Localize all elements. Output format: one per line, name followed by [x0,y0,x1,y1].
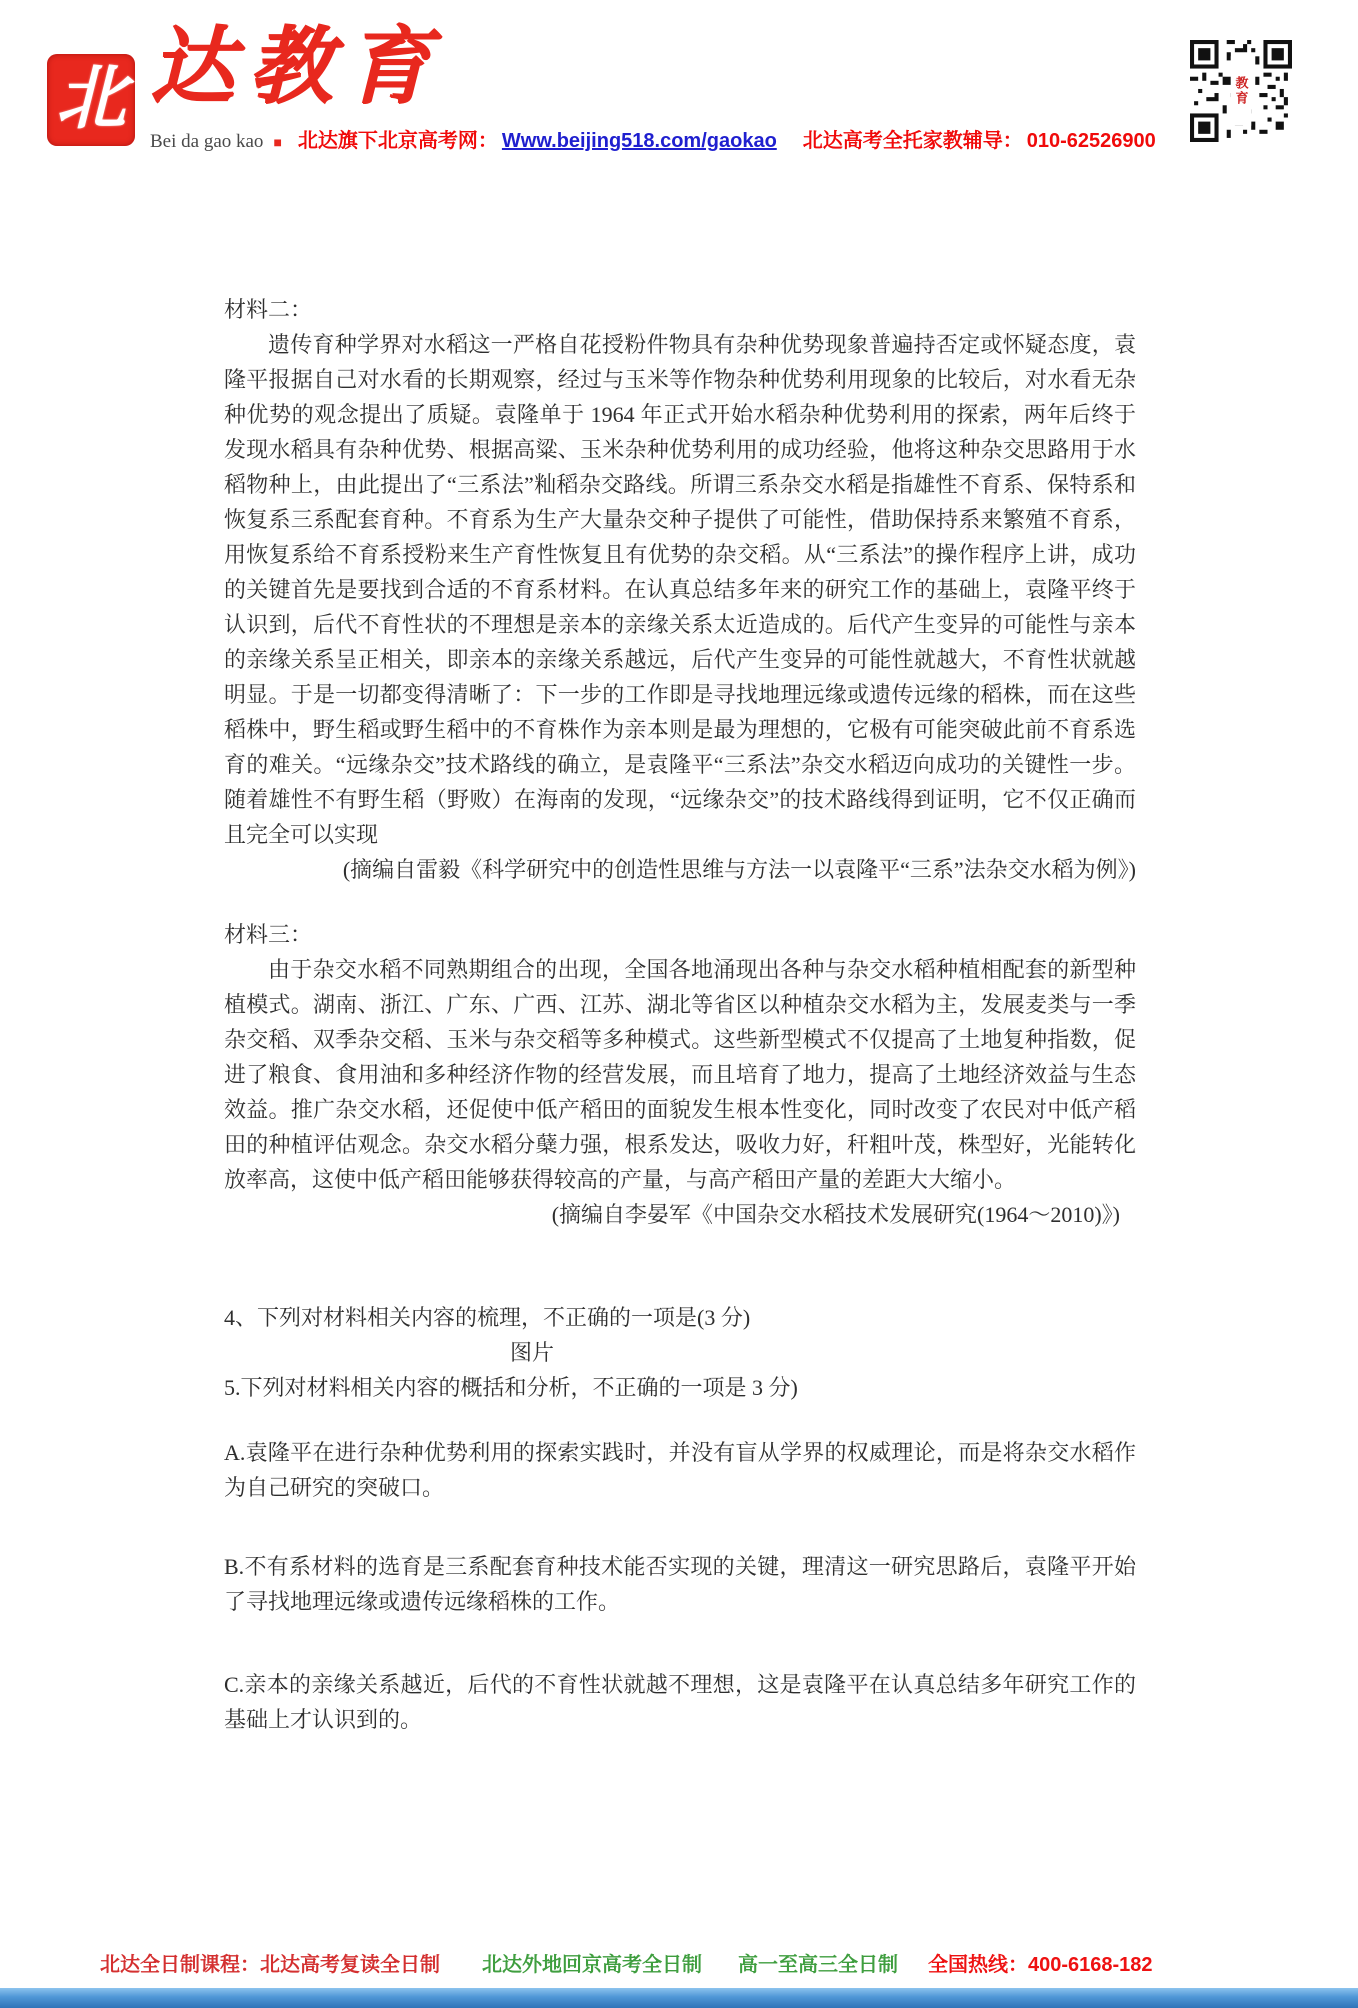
material2-paragraph: 遗传育种学界对水稻这一严格自花授粉件物具有杂种优势现象普遍持否定或怀疑态度，袁隆平报据自己对水看的长期观察，经过与玉米等作物杂种优势利用现象的比较后，对水看无杂种优势的观念提出了质疑。袁隆单于 1964 年正式开始水稻杂种优势利用的探索，两年后终于发现水稻具有杂种优势、根据高粱、玉米杂种优势利用的成功经验，他将这种杂交思路用于水稻物种上，由此提出了“三系法”籼稻杂交路线。所谓三系杂交水稻是指雄性不育系、保特系和恢复系三系配套育种。不育系为生产大量杂交种子提供了可能性，借助保持系来繁殖不育系，用恢复系给不育系授粉来生产育性恢复且有优势的杂交稻。从“三系法”的操作程序上讲，成功的关键首先是要找到合适的不育系材料。在认真总结多年来的研究工作的基础上，袁隆平终于认识到，后代不育性状的不理想是亲本的亲缘关系太近造成的。后代产生变异的可能性与亲本的亲缘关系呈正相关，即亲本的亲缘关系越远，后代产生变异的可能性就越大，不育性状就越明显。于是一切都变得清晰了：下一步的工作即是寻找地理远缘或遗传远缘的稻株，而在这些稻株中，野生稻或野生稻中的不育株作为亲本则是最为理想的，它极有可能突破此前不育系选育的难关。“远缘杂交”技术路线的确立，是袁隆平“三系法”杂交水稻迈向成功的关键性一步。随着雄性不有野生稻（野败）在海南的发现，“远缘杂交”的技术路线得到证明，它不仅正确而且完全可以实现 [224,332,1136,847]
material3-citation: (摘编自李晏军《中国杂交水稻技术发展研究(1964～2010)》) [551,1202,1120,1227]
bottom-blue-bar [0,1988,1358,2008]
footer [100,1948,1318,1977]
question-5: 5.下列对材料相关内容的概括和分析，不正确的一项是 3 分) [224,1375,798,1400]
option-b: B.不有系材料的选育是三系配套育种技术能否实现的关键，理清这一研究思路后，袁隆平开始了寻找地理远缘或遗传远缘稻株的工作。 [224,1554,1136,1614]
material3-paragraph: 由于杂交水稻不同熟期组合的出现，全国各地涌现出各种与杂交水稻种植相配套的新型种植模式。湖南、浙江、广东、广西、江苏、湖北等省区以种植杂交水稻为主，发展麦类与一季杂交稻、双季杂交稻、玉米与杂交稻等多种模式。这些新型模式不仅提高了土地复种指数，促进了粮食、食用油和多种经济作物的经营发展，而且培育了地力，提高了土地经济效益与生态效益。推广杂交水稻，还促使中低产稻田的面貌发生根本性变化，同时改变了农民对中低产稻田的种植评估观念。杂交水稻分蘖力强，根系发达，吸收力好，秆粗叶茂，株型好，光能转化放率高，这使中低产稻田能够获得较高的产量，与高产稻田产量的差距大大缩小。 [224,957,1136,1192]
footer-course-2: 北达外地回京高考全日制 [482,1954,702,1976]
option-a: A.袁隆平在进行杂种优势利用的探索实践时，并没有盲从学界的权威理论，而是将杂交水稻作为自己研究的突破口。 [224,1440,1136,1500]
materials-section [224,292,1136,1232]
question-4: 4、下列对材料相关内容的梳理，不正确的一项是(3 分) [224,1305,751,1330]
footer-course-1: 北达高考复读全日制 [260,1954,440,1976]
material2-heading: 材料二： [224,297,313,322]
footer-hotline-number: 400-6168-182 [1028,1954,1153,1976]
footer-courses-label: 北达全日制课程： [100,1954,260,1976]
questions-section [224,1300,1136,1737]
material3-heading: 材料三： [224,922,313,947]
tutor-phone: 010-62526900 [1026,130,1156,152]
tutor-label: 北达高考全托家教辅导： [802,130,1023,152]
footer-course-3: 高一至高三全日制 [738,1954,898,1976]
option-c: C.亲本的亲缘关系越近，后代的不育性状就越不理想，这是袁隆平在认真总结多年研究工作的基础上才认识到的。 [224,1672,1136,1732]
material2-citation: (摘编自雷毅《科学研究中的创造性思维与方法一以袁隆平“三系”法杂交水稻为例》) [342,857,1136,882]
logo-seal [47,54,135,146]
qr-code [1190,40,1292,142]
qr-center-label: 教育 [1233,76,1249,106]
red-square-bullet-icon: ■ [273,136,282,151]
header-info-line [150,124,1156,153]
image-placeholder: 图片 [510,1340,555,1365]
site-label: 北达旗下北京高考网： [297,130,498,152]
logo-script-text: 达教育 [150,21,445,114]
logo-seal-char: 北 [56,61,126,138]
footer-hotline-label: 全国热线： [928,1954,1028,1976]
logo-tagline: Bei da gao kao [150,131,264,152]
site-link[interactable]: Www.beijing518.com/gaokao [501,130,777,152]
